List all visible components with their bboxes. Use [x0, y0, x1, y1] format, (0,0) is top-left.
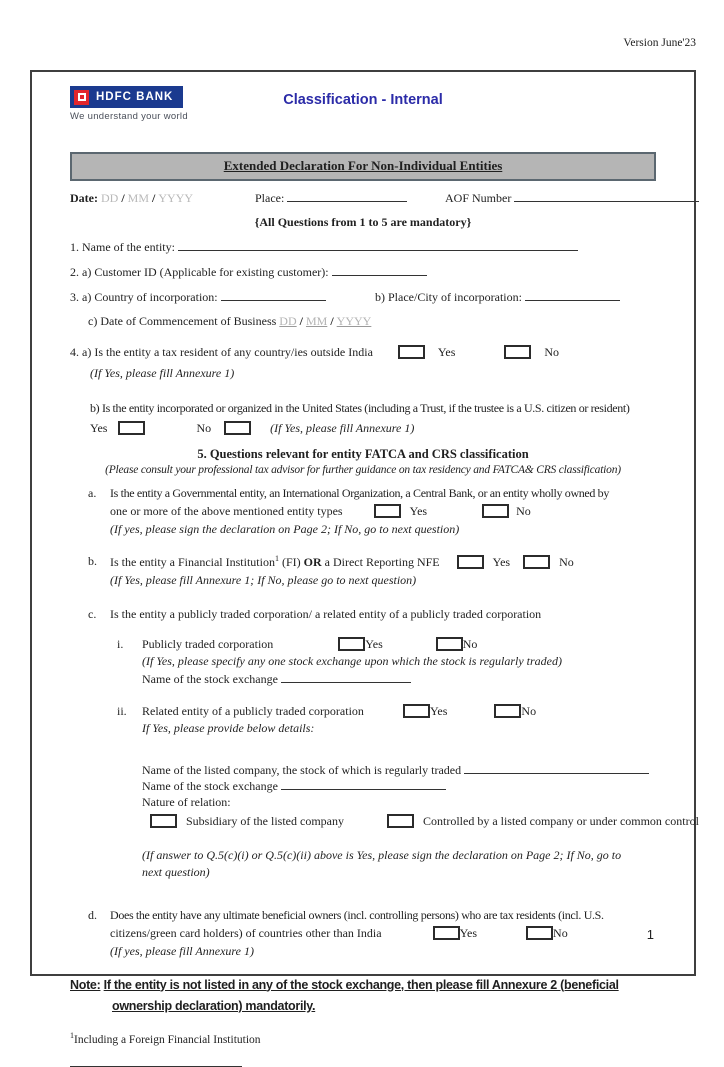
- form-title: Extended Declaration For Non-Individual Entities: [223, 158, 503, 173]
- footnote-marker: 1: [70, 1031, 74, 1041]
- q5c-declaration-note: (If answer to Q.5(c)(i) or Q.5(c)(ii) above is Yes, please sign the declaration on Page 2; If No, go to next question): [142, 847, 622, 880]
- footnote: [70, 1031, 656, 1046]
- q3a-label: 3. a) Country of incorporation:: [70, 290, 218, 304]
- q5d-note: (If yes, please fill Annexure 1): [110, 943, 254, 958]
- q5a-number: a.: [88, 486, 97, 500]
- q1-label: 1. Name of the entity:: [70, 240, 175, 254]
- subsidiary-checkbox[interactable]: [150, 814, 177, 828]
- q5d-number: d.: [88, 907, 97, 922]
- classification-label: Classification - Internal: [283, 92, 443, 108]
- dateline-row: [70, 190, 656, 206]
- q5cii-label: Related entity of a publicly traded corporation: [142, 704, 364, 718]
- form-header: [70, 86, 656, 138]
- question-5c: [70, 607, 656, 622]
- q5cii-note: If Yes, please provide below details:: [142, 721, 315, 735]
- question-5c-i: [117, 637, 656, 687]
- q5ci-yes-checkbox[interactable]: [338, 637, 365, 651]
- bank-tagline: We understand your world: [70, 111, 188, 122]
- q5cii-yes-checkbox[interactable]: [403, 704, 430, 718]
- q5d-no-checkbox[interactable]: [526, 926, 553, 940]
- listed-company-input-line[interactable]: [464, 762, 649, 774]
- q5a-yes-checkbox[interactable]: [374, 504, 401, 518]
- q5a-note: (If yes, please sign the declaration on Page 2; If No, go to next question): [110, 522, 460, 536]
- relation-label: Nature of relation:: [142, 795, 231, 810]
- q5ci-note: (If Yes, please specify any one stock exchange upon which the stock is regularly traded): [142, 654, 563, 668]
- question-3c: [88, 314, 656, 329]
- question-4b-answers: [90, 421, 656, 436]
- q5ci-no-label: No: [462, 637, 478, 651]
- q5b-label-pre: Is the entity a Financial Institution: [110, 555, 275, 569]
- date-separator: /: [299, 314, 303, 328]
- q5a-no-checkbox[interactable]: [482, 504, 509, 518]
- question-1: [70, 239, 656, 255]
- note-text: If the entity is not listed in any of the stock exchange, then please fill Annexure 2 (beneficial ownership declaration) mandatorily.: [103, 977, 619, 1013]
- question-5b: [70, 554, 656, 588]
- q5d-line1: Does the entity have any ultimate beneficial owners (incl. controlling persons) who are tax residents (incl. U.S.: [110, 907, 604, 922]
- q5ci-number: i.: [117, 637, 124, 651]
- q5d-line2: citizens/green card holders) of countries other than India: [110, 925, 382, 940]
- q5a-yes-label: Yes: [409, 504, 428, 518]
- aof-number-input-line[interactable]: [514, 190, 699, 202]
- q5d-yes-label: Yes: [459, 925, 478, 940]
- q5b-footnote-ref: 1: [274, 554, 279, 563]
- q4a-yes-label: Yes: [437, 345, 456, 359]
- q5a-line1: Is the entity a Governmental entity, an International Organization, a Central Bank, or an entity wholly owned by: [110, 486, 609, 500]
- q2-label: 2. a) Customer ID (Applicable for existing customer):: [70, 265, 329, 279]
- customer-id-input-line[interactable]: [332, 264, 427, 276]
- question-5c-ii: [117, 704, 656, 736]
- q5ci-exchange-label: Name of the stock exchange: [142, 672, 278, 686]
- q5cii-yes-label: Yes: [429, 704, 448, 718]
- page-number: 1: [646, 927, 654, 942]
- question-5d: [70, 908, 656, 959]
- q4a-no-checkbox[interactable]: [504, 345, 531, 359]
- date-separator: /: [330, 314, 334, 328]
- q5b-number: b.: [88, 554, 97, 568]
- aof-number-label: AOF Number: [445, 191, 512, 205]
- q5c-number: c.: [88, 607, 97, 621]
- commencement-yyyy-field[interactable]: YYYY: [336, 314, 372, 328]
- q5ci-label: Publicly traded corporation: [142, 637, 274, 651]
- controlled-checkbox[interactable]: [387, 814, 414, 828]
- q5ci-no-checkbox[interactable]: [436, 637, 463, 651]
- date-separator: /: [121, 191, 125, 205]
- q5b-note: (If Yes, please fill Annexure 1; If No, please go to next question): [110, 573, 417, 587]
- q5b-label-post: a Direct Reporting NFE: [321, 555, 440, 569]
- q5a-no-label: No: [516, 504, 531, 518]
- q4a-yes-checkbox[interactable]: [398, 345, 425, 359]
- q5b-yes-label: Yes: [492, 555, 511, 569]
- q5-subheading: (Please consult your professional tax advisor for further guidance on tax residency and FATCA& CRS classification): [105, 464, 621, 476]
- question-3: [70, 289, 656, 305]
- place-input-line[interactable]: [287, 190, 407, 202]
- q4a-no-label: No: [544, 345, 560, 359]
- q5ci-exchange-input-line[interactable]: [281, 671, 411, 683]
- q4b-label: b) Is the entity incorporated or organized in the United States (including a Trust, if the trustee is a U.S. citizen or resident): [90, 401, 630, 415]
- subsidiary-option-label: Subsidiary of the listed company: [186, 813, 344, 828]
- entity-name-input-line[interactable]: [178, 239, 578, 251]
- q5cii-exchange-label: Name of the stock exchange: [142, 779, 278, 794]
- bank-name: HDFC BANK: [96, 91, 174, 103]
- q5b-no-label: No: [559, 555, 574, 569]
- question-5a: [70, 486, 656, 537]
- q5-heading: 5. Questions relevant for entity FATCA and CRS classification: [197, 447, 529, 461]
- date-separator: /: [152, 191, 156, 205]
- q5cii-exchange-input-line[interactable]: [281, 778, 446, 790]
- q5c-label: Is the entity a publicly traded corporation/ a related entity of a publicly traded corporation: [110, 607, 542, 621]
- controlled-option-label: Controlled by a listed company or under common control: [422, 813, 699, 828]
- q4b-no-checkbox[interactable]: [224, 421, 251, 435]
- mandatory-note: {All Questions from 1 to 5 are mandatory}: [254, 215, 472, 229]
- q4b-yes-label: Yes: [90, 421, 108, 435]
- place-label: Place:: [255, 191, 285, 205]
- q5d-yes-checkbox[interactable]: [433, 926, 460, 940]
- q4b-note: (If Yes, please fill Annexure 1): [270, 421, 415, 435]
- country-of-incorporation-input-line[interactable]: [221, 289, 326, 301]
- commencement-mm-field[interactable]: MM: [305, 314, 328, 328]
- q3b-label: b) Place/City of incorporation:: [375, 290, 522, 304]
- place-of-incorporation-input-line[interactable]: [525, 289, 620, 301]
- q4a-note: (If Yes, please fill Annexure 1): [90, 366, 235, 380]
- q3c-label: c) Date of Commencement of Business: [88, 314, 277, 328]
- q5b-no-checkbox[interactable]: [523, 555, 550, 569]
- q5a-line2: one or more of the above mentioned entity types: [110, 504, 343, 518]
- q5ci-yes-label: Yes: [365, 637, 383, 651]
- footnote-text: Including a Foreign Financial Institution: [74, 1033, 261, 1046]
- q5b-label-or: OR: [303, 555, 322, 569]
- form-title-bar: [70, 152, 656, 181]
- note-label: Note:: [70, 977, 101, 992]
- q5cii-details: [142, 762, 699, 829]
- date-yyyy-field[interactable]: YYYY: [158, 191, 194, 205]
- date-dd-field[interactable]: DD: [100, 191, 119, 205]
- note-block: [70, 975, 656, 1018]
- listed-company-label: Name of the listed company, the stock of which is regularly traded: [142, 763, 462, 777]
- question-2: [70, 264, 656, 280]
- q5b-yes-checkbox[interactable]: [457, 555, 484, 569]
- date-label: Date:: [70, 191, 98, 205]
- question-4a: [70, 345, 656, 360]
- page-frame: [30, 70, 699, 1046]
- q4a-label: 4. a) Is the entity a tax resident of any country/ies outside India: [70, 345, 373, 359]
- q5d-no-label: No: [553, 925, 568, 940]
- q5b-label-mid: (FI): [278, 555, 304, 569]
- q5cii-no-label: No: [521, 704, 537, 718]
- q5cii-number: ii.: [117, 704, 127, 718]
- version-label: Version June'23: [623, 37, 696, 49]
- date-mm-field[interactable]: MM: [127, 191, 150, 205]
- q4b-yes-checkbox[interactable]: [118, 421, 145, 435]
- q4b-no-label: No: [196, 421, 212, 435]
- commencement-dd-field[interactable]: DD: [279, 314, 297, 328]
- q5cii-no-checkbox[interactable]: [494, 704, 521, 718]
